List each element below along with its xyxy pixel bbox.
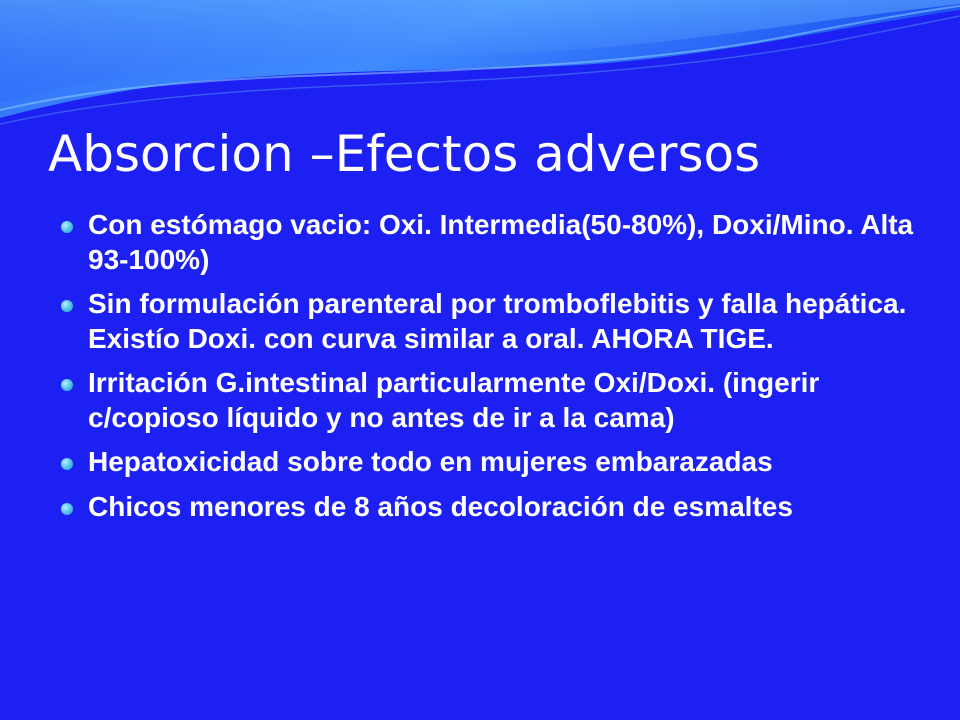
round-bullet-icon — [61, 221, 73, 233]
round-bullet-icon — [61, 503, 73, 515]
slide-title: Absorcion –Efectos adversos — [48, 125, 761, 183]
bullet-text: Sin formulación parenteral por tromboflebitis y falla hepática. Existío Doxi. con curva similar a oral. AHORA TIGE. — [88, 288, 907, 354]
bullet-item — [60, 287, 930, 356]
bullet-text: Hepatoxicidad sobre todo en mujeres embarazadas — [88, 446, 773, 477]
bullet-item — [60, 490, 930, 525]
bullet-list — [60, 208, 930, 534]
bullet-item — [60, 366, 930, 435]
round-bullet-icon — [61, 300, 73, 312]
bullet-text: Con estómago vacio: Oxi. Intermedia(50-80%), Doxi/Mino. Alta 93-100%) — [88, 209, 914, 275]
bullet-item — [60, 445, 930, 480]
round-bullet-icon — [61, 379, 73, 391]
round-bullet-icon — [61, 458, 73, 470]
bullet-text: Chicos menores de 8 años decoloración de esmaltes — [88, 490, 793, 522]
bullet-text: Irritación G.intestinal particularmente Oxi/Doxi. (ingerir c/copioso líquido y no antes de ir a la cama) — [88, 367, 820, 433]
bullet-item — [60, 208, 930, 277]
